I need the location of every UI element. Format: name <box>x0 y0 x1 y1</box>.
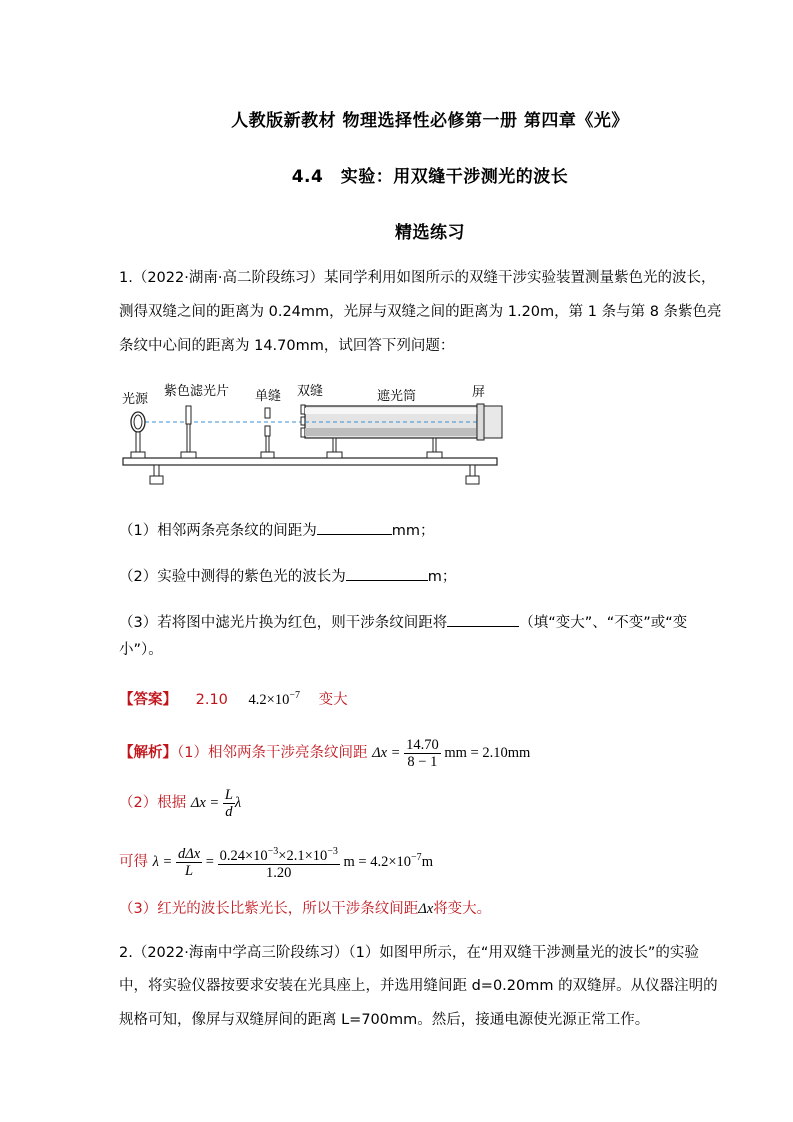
analysis-1 <box>119 737 689 770</box>
section-heading: 精选练习 <box>395 223 465 243</box>
answer-1: 2.10 <box>195 691 228 708</box>
q1-sub2-text: （2）实验中测得的紫色光的波长为 <box>119 569 346 585</box>
document-subtitle: 4.4 实验：用双缝干涉测光的波长 <box>291 167 569 187</box>
q1-answer <box>119 686 689 710</box>
double-slit <box>301 405 305 414</box>
q1-sub3-text: （3）若将图中滤光片换为红色，则干涉条纹间距将 <box>119 615 448 631</box>
q1-sub1-text: （1）相邻两条亮条纹的间距为 <box>119 523 317 539</box>
label-light-source: 光源 <box>122 392 149 407</box>
q1-sub1-unit: mm； <box>391 523 435 539</box>
analysis-1-text: （1）相邻两条干涉亮条纹间距 <box>177 744 368 761</box>
analysis-3 <box>119 840 689 881</box>
q1-sub3-suffix: （填“变大”、“不变”或“变 <box>519 615 688 631</box>
q1-sub3 <box>119 610 689 633</box>
q2-text-line-2: 中，将实验仪器按要求安装在光具座上，并选用缝间距 d=0.20mm 的双缝屏。从仪器注明的 <box>119 978 718 994</box>
screen <box>477 404 484 440</box>
q1-sub1 <box>119 518 689 541</box>
q1-text-line-3: 条纹中心间的距离为 14.70mm，试回答下列问题： <box>119 338 455 354</box>
analysis-3-formula: λ = $\frac{\text{dΔx}}{L}$ = $\frac{0.24\times 10^{-3}\times 2.1\times 10^{-3}}{1.20}$ $m = 4.2\times 10^{-7}m$ <box>152 846 433 881</box>
q2-text-line-1: 2.（2022·海南中学高三阶段练习）（1）如图甲所示，在“用双缝干涉测量光的波长”的实验 <box>119 945 699 961</box>
q1-sub1-blank[interactable] <box>317 518 392 535</box>
analysis-2-text: （2）根据 <box>119 795 187 811</box>
label-screen: 屏 <box>472 385 486 400</box>
label-filter: 紫色滤光片 <box>164 384 230 399</box>
label-single-slit: 单缝 <box>255 389 282 404</box>
analysis-4: （3）红光的波长比紫光长，所以干涉条纹间距Δx将变大。 <box>119 901 492 917</box>
double-slit-apparatus-diagram <box>115 380 505 490</box>
analysis-label: 【解析】 <box>119 744 177 761</box>
answer-2: $4.2\times 10^{-7}$ <box>248 690 300 708</box>
q1-sub2-unit: m； <box>427 569 457 585</box>
q1-text-line-1: 1.（2022·湖南·高二阶段练习）某同学利用如图所示的双缝干涉实验装置测量紫色光的波长， <box>119 270 716 286</box>
document-title: 人教版新教材 物理选择性必修第一册 第四章《光》 <box>231 111 629 131</box>
label-double-slit: 双缝 <box>297 384 324 399</box>
q1-sub2 <box>119 564 689 587</box>
q2-text-line-3: 规格可知，像屏与双缝屏间的距离 L=700mm。然后，接通电源使光源正常工作。 <box>119 1012 650 1028</box>
analysis-2-formula: Δx = $\frac{L}{d}$ λ <box>190 787 242 821</box>
answer-3: 变大 <box>318 691 348 708</box>
analysis-2 <box>119 786 689 820</box>
single-slit <box>265 408 270 418</box>
q1-sub3-blank[interactable] <box>447 610 519 627</box>
filter <box>186 406 191 424</box>
answer-label: 【答案】 <box>119 691 177 708</box>
q1-text-line-2: 测得双缝之间的距离为 0.24mm，光屏与双缝之间的距离为 1.20m，第 1 条与第 8 条紫色亮 <box>119 304 722 320</box>
analysis-1-formula: Δx = $\frac{14.70}{8 - 1}$ mm = 2.10mm <box>372 737 531 770</box>
optical-bench <box>123 458 497 465</box>
analysis-3-text: 可得 <box>119 853 148 870</box>
q1-sub3-line-2: 小”）。 <box>119 642 163 658</box>
label-tube: 遮光筒 <box>377 389 417 404</box>
q1-sub2-blank[interactable] <box>346 564 428 581</box>
